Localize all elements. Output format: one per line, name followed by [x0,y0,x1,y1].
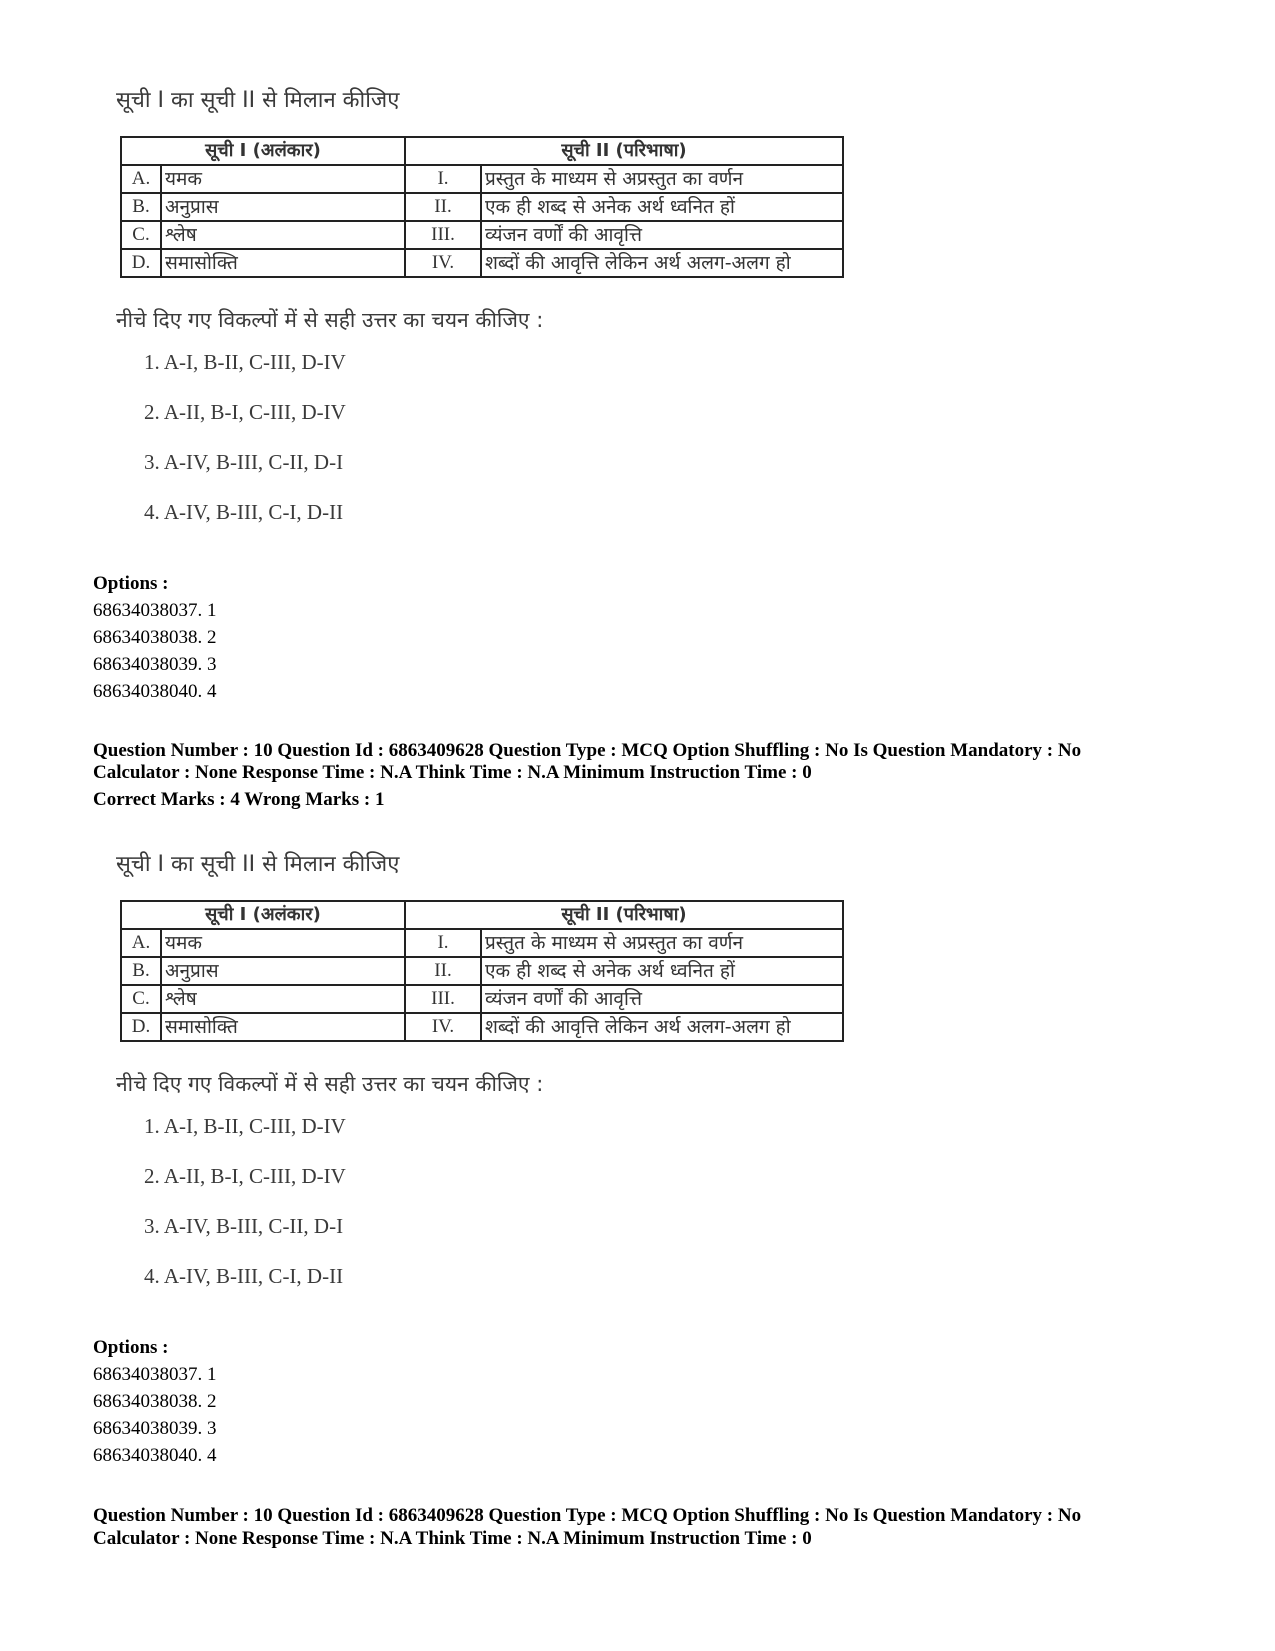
answer-choice-3: 3. A-IV, B-III, C-II, D-I [144,450,344,474]
option-line: 68634038039. 3 [93,1418,217,1439]
header-list-2: सूची II (परिभाषा) [405,137,843,165]
row-term: श्लेष [161,221,405,249]
option-line: 68634038040. 4 [93,681,217,702]
row-term: अनुप्रास [161,957,405,985]
match-table [120,136,844,278]
row-numeral: I. [405,929,481,957]
row-definition: व्यंजन वर्णों की आवृत्ति [481,985,843,1013]
question-title: सूची I का सूची II से मिलान कीजिए [116,852,400,877]
match-table [120,900,844,1042]
question-meta-line-1: Question Number : 10 Question Id : 6863409628 Question Type : MCQ Option Shuffling : No Is Question Mandatory : No [93,740,1082,761]
header-list-2: सूची II (परिभाषा) [405,901,843,929]
options-heading: Options : [93,573,169,594]
row-letter: D. [121,1013,161,1041]
question-meta-line-2: Calculator : None Response Time : N.A Think Time : N.A Minimum Instruction Time : 0 [93,762,812,783]
row-definition: प्रस्तुत के माध्यम से अप्रस्तुत का वर्णन [481,929,843,957]
row-numeral: I. [405,165,481,193]
row-term: यमक [161,165,405,193]
row-numeral: III. [405,985,481,1013]
row-numeral: II. [405,193,481,221]
table-header-row [121,901,843,929]
header-list-1: सूची I (अलंकार) [121,137,405,165]
question-instruction: नीचे दिए गए विकल्पों में से सही उत्तर का चयन कीजिए : [116,308,544,332]
table-row [121,1013,843,1041]
question-meta-line-1: Question Number : 10 Question Id : 6863409628 Question Type : MCQ Option Shuffling : No Is Question Mandatory : No [93,1505,1082,1526]
option-line: 68634038038. 2 [93,627,217,648]
answer-choice-1: 1. A-I, B-II, C-III, D-IV [144,350,346,374]
table-row [121,165,843,193]
option-line: 68634038038. 2 [93,1391,217,1412]
row-definition: शब्दों की आवृत्ति लेकिन अर्थ अलग-अलग हो [481,1013,843,1041]
table-row [121,957,843,985]
row-letter: D. [121,249,161,277]
table-row [121,249,843,277]
table-header-row [121,137,843,165]
row-term: समासोक्ति [161,249,405,277]
answer-choice-4: 4. A-IV, B-III, C-I, D-II [144,500,344,524]
question-title: सूची I का सूची II से मिलान कीजिए [116,88,400,113]
row-letter: A. [121,165,161,193]
row-letter: A. [121,929,161,957]
option-line: 68634038039. 3 [93,654,217,675]
answer-choice-1: 1. A-I, B-II, C-III, D-IV [144,1114,346,1138]
row-letter: B. [121,193,161,221]
marks-line: Correct Marks : 4 Wrong Marks : 1 [93,789,385,810]
row-letter: B. [121,957,161,985]
answer-choice-3: 3. A-IV, B-III, C-II, D-I [144,1214,344,1238]
table-row [121,985,843,1013]
question-block-1 [0,0,1275,760]
row-numeral: IV. [405,249,481,277]
header-list-1: सूची I (अलंकार) [121,901,405,929]
row-numeral: III. [405,221,481,249]
row-term: यमक [161,929,405,957]
row-definition: शब्दों की आवृत्ति लेकिन अर्थ अलग-अलग हो [481,249,843,277]
table-row [121,929,843,957]
row-definition: एक ही शब्द से अनेक अर्थ ध्वनित हों [481,193,843,221]
answer-choice-2: 2. A-II, B-I, C-III, D-IV [144,1164,346,1188]
table-row [121,193,843,221]
row-term: श्लेष [161,985,405,1013]
options-heading: Options : [93,1337,169,1358]
row-letter: C. [121,221,161,249]
question-instruction: नीचे दिए गए विकल्पों में से सही उत्तर का चयन कीजिए : [116,1072,544,1096]
option-line: 68634038037. 1 [93,1364,217,1385]
question-block-2 [0,760,1275,1526]
table-row [121,221,843,249]
row-definition: प्रस्तुत के माध्यम से अप्रस्तुत का वर्णन [481,165,843,193]
row-numeral: II. [405,957,481,985]
row-definition: व्यंजन वर्णों की आवृत्ति [481,221,843,249]
row-term: अनुप्रास [161,193,405,221]
row-term: समासोक्ति [161,1013,405,1041]
answer-choice-4: 4. A-IV, B-III, C-I, D-II [144,1264,344,1288]
answer-choice-2: 2. A-II, B-I, C-III, D-IV [144,400,346,424]
option-line: 68634038040. 4 [93,1445,217,1466]
question-meta-line-2: Calculator : None Response Time : N.A Think Time : N.A Minimum Instruction Time : 0 [93,1528,812,1549]
row-definition: एक ही शब्द से अनेक अर्थ ध्वनित हों [481,957,843,985]
row-letter: C. [121,985,161,1013]
option-line: 68634038037. 1 [93,600,217,621]
row-numeral: IV. [405,1013,481,1041]
